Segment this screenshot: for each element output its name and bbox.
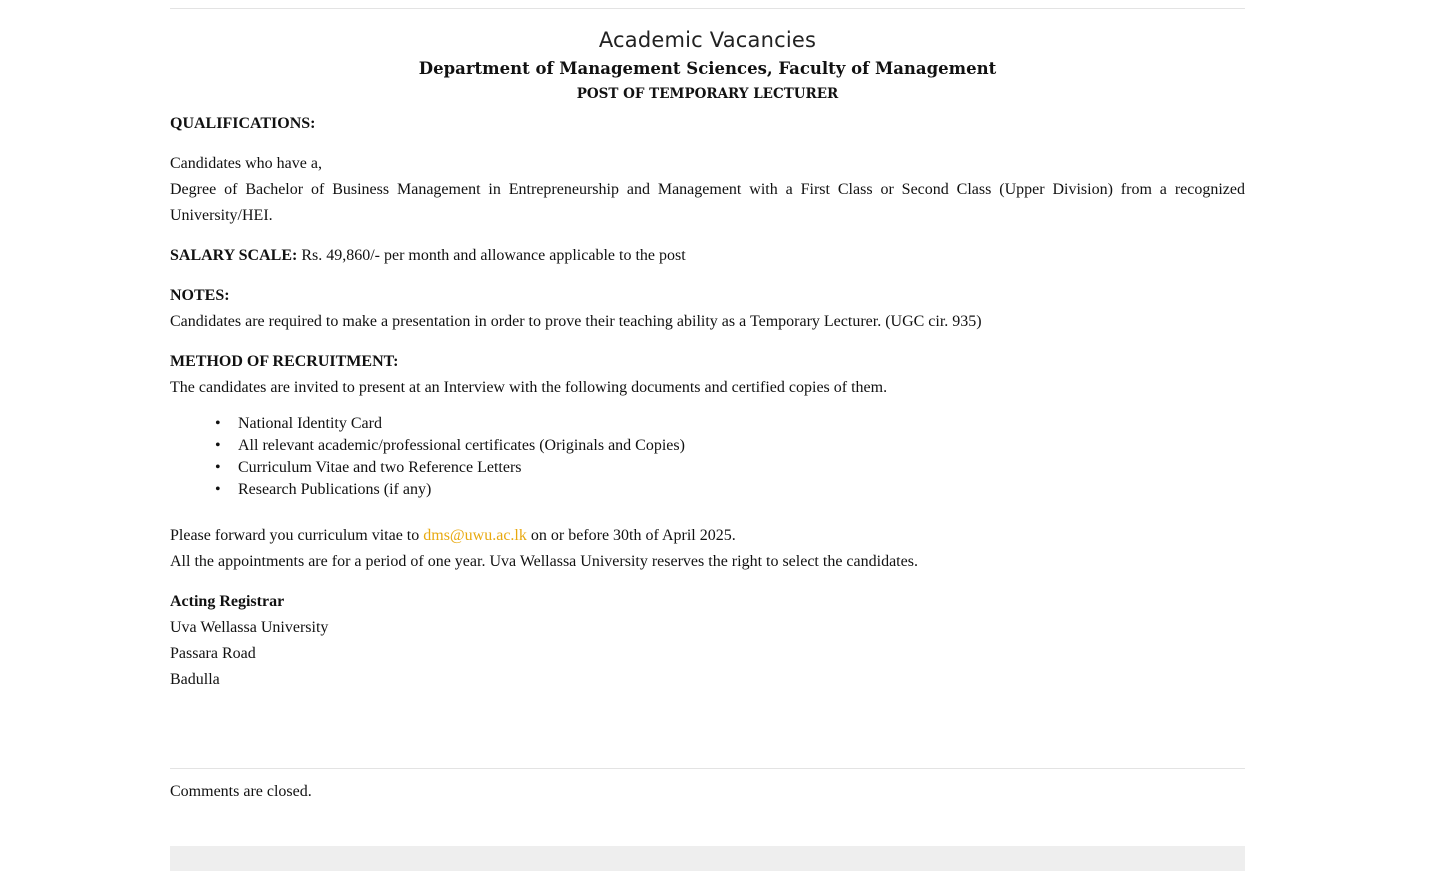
salary-scale	[170, 243, 1245, 269]
list-item-label: National Identity Card	[238, 415, 382, 432]
department-heading: Department of Management Sciences, Faculty of Management	[418, 59, 997, 78]
qualifications-intro: Candidates who have a,	[170, 155, 322, 172]
apply-instructions	[170, 523, 1245, 549]
signature-line-city: Badulla	[170, 671, 220, 688]
notes-heading: NOTES:	[170, 287, 230, 304]
signature-title: Acting Registrar	[170, 593, 285, 610]
qualifications-text: Degree of Bachelor of Business Management in Entrepreneurship and Management with a First Class or Second Class (Upper Division) from a recognized University/HEI.	[170, 181, 1245, 224]
list-item	[215, 457, 1245, 479]
list-item-label: All relevant academic/professional certificates (Originals and Copies)	[238, 437, 685, 454]
vacancy-body	[170, 111, 1245, 693]
bullet-icon: •	[215, 459, 221, 476]
bullet-icon: •	[215, 415, 221, 432]
recruitment-heading: METHOD OF RECRUITMENT:	[170, 353, 399, 370]
salary-text: Rs. 49,860/- per month and allowance applicable to the post	[297, 247, 686, 264]
signature-line-university: Uva Wellassa University	[170, 619, 329, 636]
list-item	[215, 479, 1245, 501]
list-item-label: Research Publications (if any)	[238, 481, 432, 498]
recruitment-text: The candidates are invited to present at an Interview with the following documents and certified copies of them.	[170, 379, 888, 396]
apply-prefix: Please forward you curriculum vitae to	[170, 527, 424, 544]
documents-list	[170, 413, 1245, 501]
signature-line-road: Passara Road	[170, 645, 256, 662]
apply-suffix: on or before 30th of April 2025.	[526, 527, 736, 544]
salary-heading: SALARY SCALE:	[170, 247, 298, 264]
top-divider	[170, 8, 1245, 9]
footer-bar	[170, 846, 1245, 871]
notes-text: Candidates are required to make a presentation in order to prove their teaching ability as a Temporary Lecturer. (UGC cir. 935)	[170, 313, 982, 330]
comments-divider	[170, 768, 1245, 769]
appointment-note: All the appointments are for a period of one year. Uva Wellassa University reserves the right to select the candidates.	[170, 553, 918, 570]
page-title: Academic Vacancies	[598, 28, 817, 52]
qualifications-heading: QUALIFICATIONS:	[170, 115, 316, 132]
post-heading: POST OF TEMPORARY LECTURER	[576, 86, 839, 102]
list-item	[215, 413, 1245, 435]
comments-status: Comments are closed.	[170, 783, 312, 800]
list-item-label: Curriculum Vitae and two Reference Letters	[238, 459, 522, 476]
list-item	[215, 435, 1245, 457]
article	[170, 8, 1245, 871]
bullet-icon: •	[215, 437, 221, 454]
email-link[interactable]: dms@uwu.ac.lk	[423, 527, 527, 544]
bullet-icon: •	[215, 481, 221, 498]
